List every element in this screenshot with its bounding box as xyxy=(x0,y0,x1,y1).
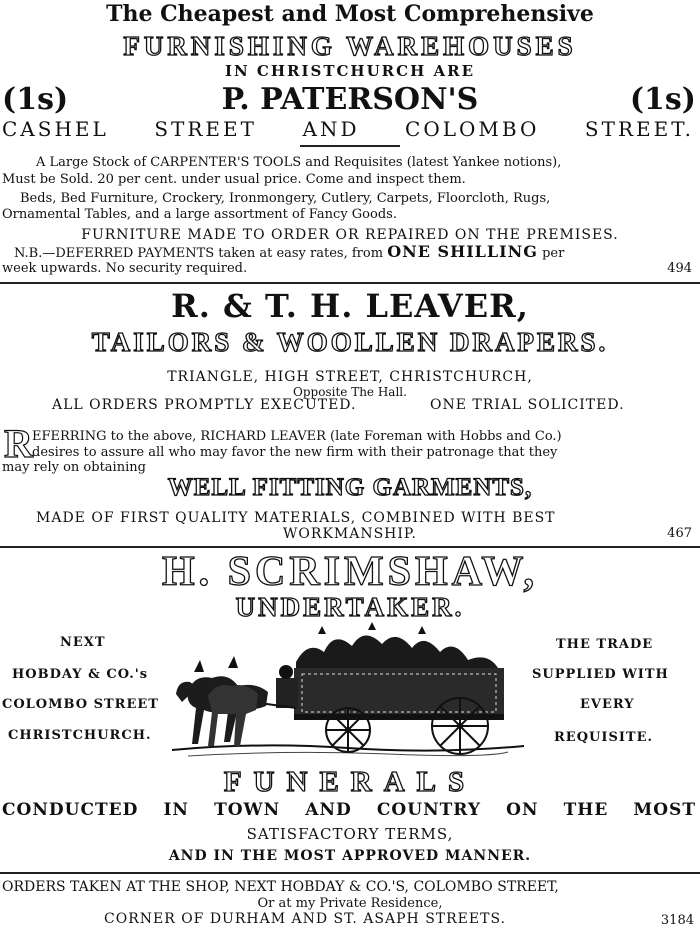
ad1-street-word: STREET xyxy=(154,117,257,141)
ad3-right-line: EVERY xyxy=(580,697,635,712)
ad1-para2: Beds, Bed Furniture, Crockery, Ironmongery, Cutlery, Carpets, Floorcloth, Rugs, xyxy=(20,191,551,206)
ad1-ref-number: 494 xyxy=(667,261,692,276)
ad1-furniture-line: FURNITURE MADE TO ORDER OR REPAIRED ON THE PREMISES. xyxy=(81,227,619,243)
ad1-street-word: CASHEL xyxy=(2,117,109,141)
ad2-materials: MADE OF FIRST QUALITY MATERIALS, COMBINED WITH BEST xyxy=(36,510,556,526)
ad3-left-line: HOBDAY & CO.'s xyxy=(12,667,149,682)
ad1-streets xyxy=(2,119,694,139)
ad2-trial: ONE TRIAL SOLICITED. xyxy=(430,397,625,413)
ad2-garments: WELL FITTING GARMENTS, xyxy=(167,474,533,501)
ad3-conducted-word: THE xyxy=(563,800,609,820)
ad3-name: H. SCRIMSHAW, xyxy=(161,549,539,595)
ad2-para2: desires to assure all who may favor the new firm with their patronage that they xyxy=(32,445,558,460)
ad3-right-line: SUPPLIED WITH xyxy=(532,667,669,682)
ad1-one-shilling: ONE SHILLING xyxy=(387,242,538,261)
ad3-conducted-word: MOST xyxy=(633,800,696,820)
ad3-conducted-word: IN xyxy=(163,800,189,820)
ad1-street-word: STREET. xyxy=(584,117,694,141)
ad3-conducted-word: CONDUCTED xyxy=(2,800,139,820)
ad1-para2b: Ornamental Tables, and a large assortment of Fancy Goods. xyxy=(2,207,397,222)
ad3-funerals: FUNERALS xyxy=(223,766,477,798)
ad1-price-right: (1s) xyxy=(629,82,696,117)
ad1-deferred-line xyxy=(14,244,698,260)
ad1-street-word: AND xyxy=(302,117,360,141)
short-divider xyxy=(300,145,400,147)
hearse-illustration xyxy=(168,622,530,762)
ad3-manner: AND IN THE MOST APPROVED MANNER. xyxy=(168,848,532,864)
ad2-dropcap: R xyxy=(4,421,33,466)
ad1-para1: A Large Stock of CARPENTER'S TOOLS and Requisites (latest Yankee notions), xyxy=(36,155,562,170)
ad3-ref-number: 3184 xyxy=(660,913,694,928)
ad2-trade: TAILORS & WOOLLEN DRAPERS. xyxy=(91,327,609,357)
ad-divider xyxy=(0,872,700,874)
ad1-in-christchurch: IN CHRISTCHURCH ARE xyxy=(224,62,476,80)
ad-divider xyxy=(0,282,700,284)
ad2-name: R. & T. H. LEAVER, xyxy=(171,287,529,325)
ad1-street-word: COLOMBO xyxy=(405,117,540,141)
ad1-para1b: Must be Sold. 20 per cent. under usual price. Come and inspect them. xyxy=(2,172,466,187)
ad1-name: P. PATERSON'S xyxy=(221,82,479,117)
ad3-trade: UNDERTAKER. xyxy=(235,592,465,622)
ad2-ref-number: 467 xyxy=(667,526,692,541)
ad2-orders: ALL ORDERS PROMPTLY EXECUTED. xyxy=(52,397,357,413)
ad3-terms: SATISFACTORY TERMS, xyxy=(246,825,454,843)
ad3-residence: Or at my Private Residence, xyxy=(257,896,443,911)
ad3-conducted-line xyxy=(2,802,696,819)
ad3-left-line: NEXT xyxy=(60,635,106,650)
ad3-conducted-word: TOWN xyxy=(214,800,281,820)
ad2-opposite: Opposite The Hall. xyxy=(293,385,407,399)
ad1-deferred-text: N.B.—DEFERRED PAYMENTS taken at easy rates, from xyxy=(14,246,384,261)
ad3-orders: ORDERS TAKEN AT THE SHOP, NEXT HOBDAY & CO.'S, COLOMBO STREET, xyxy=(2,879,559,895)
ad3-right-line: REQUISITE. xyxy=(554,730,654,745)
ad2-para1: EFERRING to the above, RICHARD LEAVER (late Foreman with Hobbs and Co.) xyxy=(32,429,562,444)
ad1-week-line: week upwards. No security required. xyxy=(2,261,248,276)
ad-divider xyxy=(0,546,700,548)
ad1-headline: The Cheapest and Most Comprehensive xyxy=(106,1,594,27)
ad3-corner: CORNER OF DURHAM AND ST. ASAPH STREETS. xyxy=(104,911,506,927)
ad2-address: TRIANGLE, HIGH STREET, CHRISTCHURCH, xyxy=(167,369,533,385)
ad3-conducted-word: COUNTRY xyxy=(376,800,482,820)
ad2-para3: may rely on obtaining xyxy=(2,460,146,475)
ad3-left-line: CHRISTCHURCH. xyxy=(8,728,152,743)
ad2-workmanship: WORKMANSHIP. xyxy=(283,526,417,542)
ad3-right-line: THE TRADE xyxy=(556,637,654,652)
ad3-conducted-word: AND xyxy=(305,800,352,820)
ad3-conducted-word: ON xyxy=(506,800,539,820)
ad1-warehouses: FURNISHING WAREHOUSES xyxy=(123,31,577,61)
ad3-left-line: COLOMBO STREET xyxy=(2,697,159,712)
ad1-per: per xyxy=(542,246,565,261)
ad1-price-left: (1s) xyxy=(2,82,69,117)
